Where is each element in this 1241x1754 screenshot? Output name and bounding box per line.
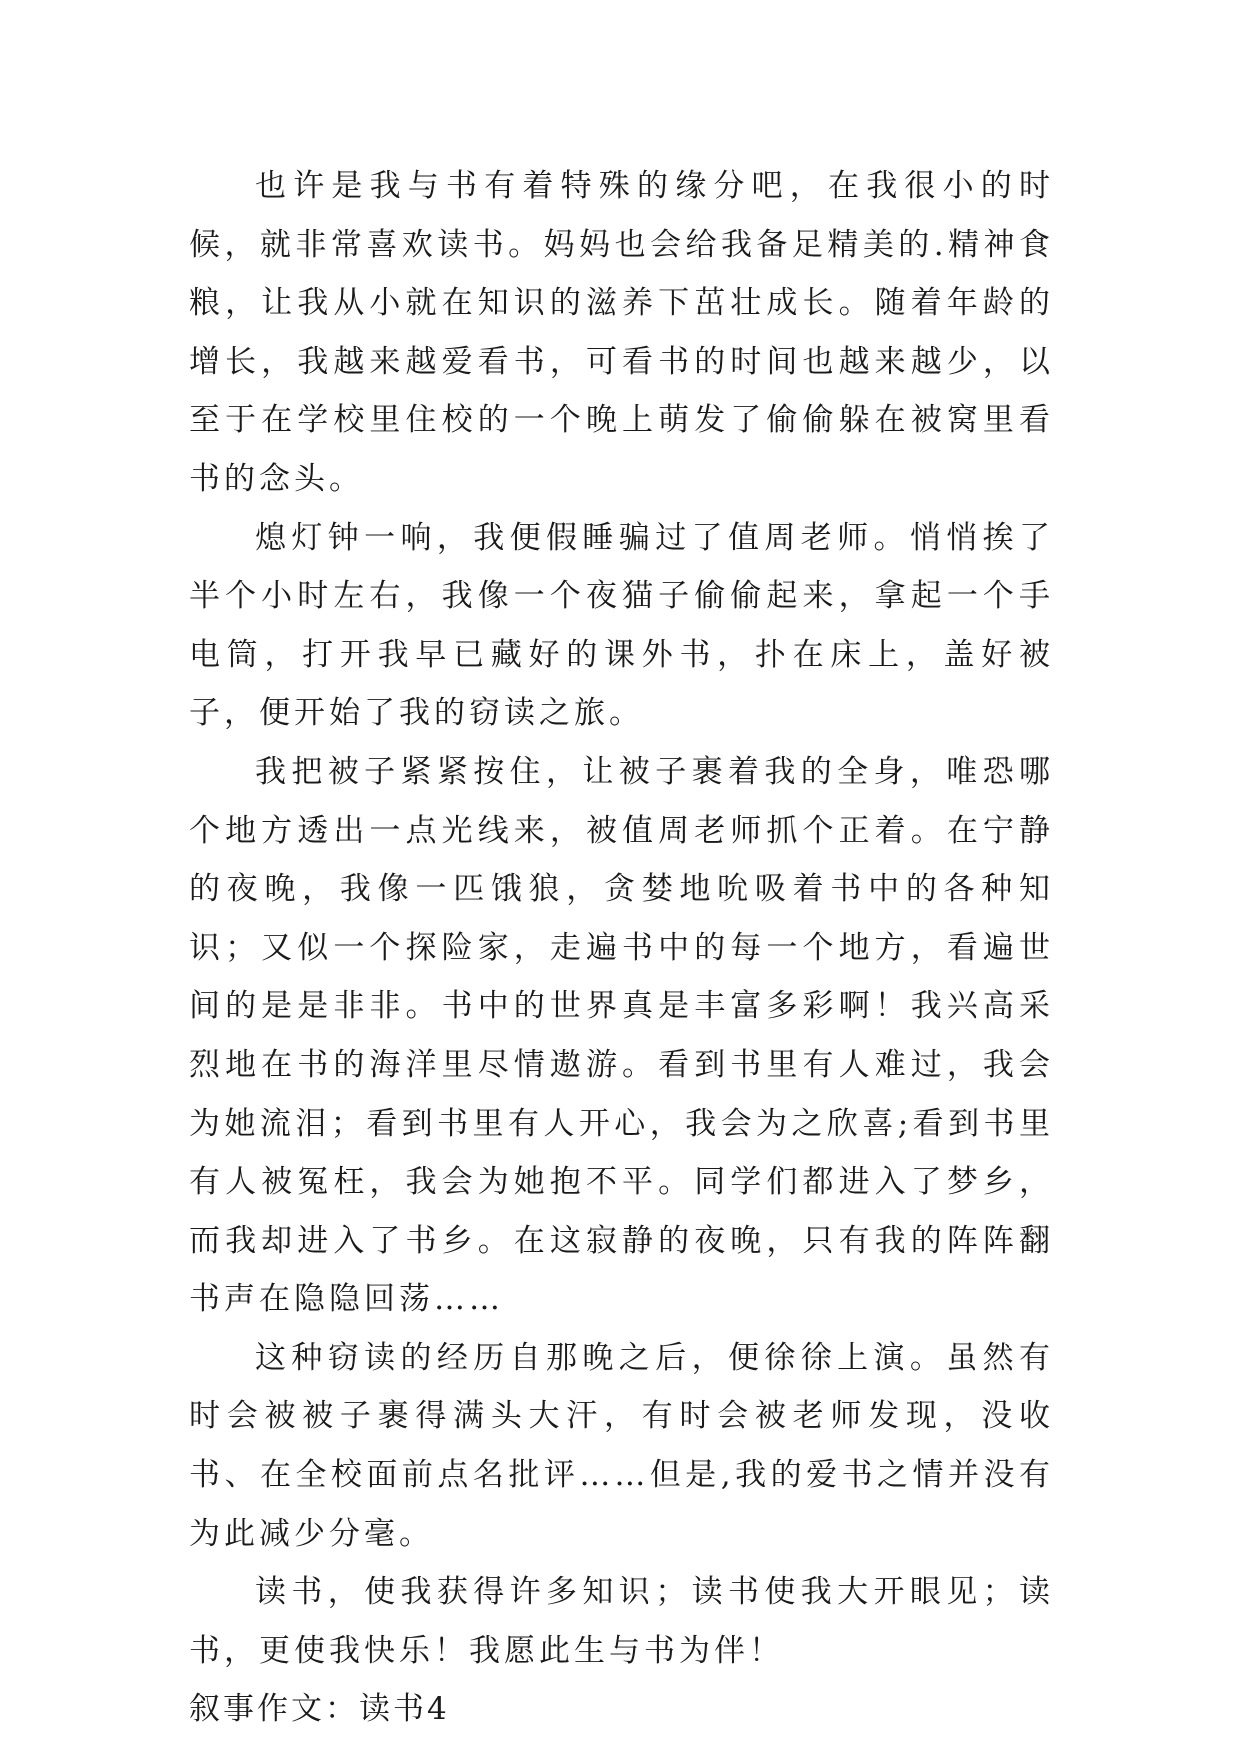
paragraph-4: 这种窃读的经历自那晚之后，便徐徐上演。虽然有时会被被子裹得满头大汗，有时会被老师发现，没收书、在全校面前点名批评……但是,我的爱书之情并没有为此减少分毫。 — [189, 1339, 1054, 1552]
paragraph-3: 我把被子紧紧按住，让被子裹着我的全身，唯恐哪个地方透出一点光线来，被值周老师抓个正着。在宁静的夜晚，我像一匹饿狼，贪婪地吮吸着书中的各种知识；又似一个探险家，走遍书中的每一个地方，看遍世间的是是非非。书中的世界真是丰富多彩啊！我兴高采烈地在书的海洋里尽情遨游。看到书里有人难过，我会为她流泪；看到书里有人开心，我会为之欣喜;看到书里有人被冤枉，我会为她抱不平。同学们都进入了梦乡，而我却进入了书乡。在这寂静的夜晚，只有我的阵阵翻书声在隐隐回荡…… — [189, 753, 1054, 1318]
paragraph-5: 读书，使我获得许多知识；读书使我大开眼见；读书，更使我快乐！我愿此生与书为伴！ — [189, 1574, 1054, 1669]
next-essay-heading: 叙事作文：读书4 — [189, 1691, 450, 1728]
paragraph-2: 熄灯钟一响，我便假睡骗过了值周老师。悄悄挨了半个小时左右，我像一个夜猫子偷偷起来，拿起一个手电筒，打开我早已藏好的课外书，扑在床上，盖好被子，便开始了我的窃读之旅。 — [189, 519, 1054, 732]
paragraph-1: 也许是我与书有着特殊的缘分吧，在我很小的时候，就非常喜欢读书。妈妈也会给我备足精美的.精神食粮，让我从小就在知识的滋养下茁壮成长。随着年龄的增长，我越来越爱看书，可看书的时间也越来越少，以至于在学校里住校的一个晚上萌发了偷偷躲在被窝里看书的念头。 — [189, 168, 1054, 497]
document-body — [189, 157, 1054, 1739]
